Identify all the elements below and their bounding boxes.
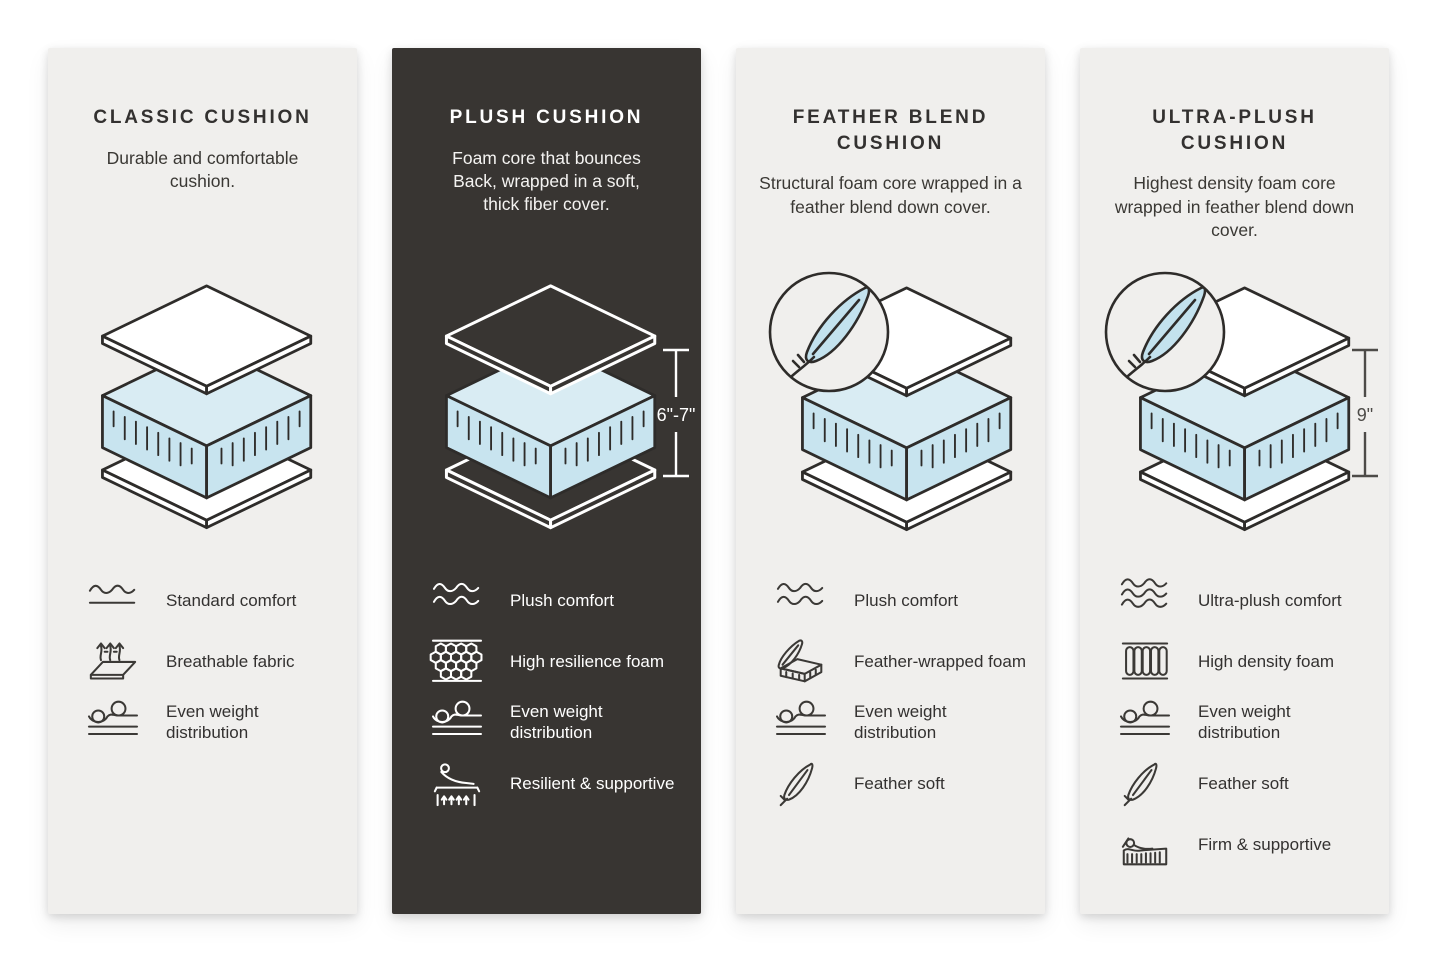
feature-label: Ultra-plush comfort [1198,590,1342,610]
feature-row [428,637,701,685]
feature-label: High density foam [1198,651,1335,671]
weight-distribution-icon [1116,698,1174,746]
weight-distribution-icon [84,698,142,746]
feature-label: Plush comfort [510,590,614,610]
card-header [392,48,701,270]
feature-row [84,576,357,624]
waves-icon [84,576,142,624]
feature-row [84,637,357,685]
feature-row [1116,637,1389,685]
card-title: CLASSIC CUSHION [93,107,312,128]
feature-list [392,576,701,807]
feature-label: Even weight distribution [166,702,259,742]
cushion-diagram [48,270,357,560]
feature-row [772,698,1045,746]
card-title: ULTRA-PLUSH CUSHION [1152,107,1317,154]
card-classic-cushion [48,48,357,914]
cushion-stack-illustration [102,286,310,528]
resilient-supportive-icon [428,759,486,807]
feature-row [772,637,1045,685]
measurement-label: 6"-7" [656,405,695,425]
feature-row [428,759,701,807]
card-plush-cushion [392,48,701,914]
feature-label: Even weight distribution [854,702,947,742]
feature-label: Feather soft [854,773,945,793]
feature-label: Standard comfort [166,590,297,610]
feature-label: Resilient & supportive [510,773,675,793]
weight-distribution-icon [428,698,486,746]
card-description: Highest density foam core wrapped in feather blend down cover. [1114,173,1355,240]
feature-label: Plush comfort [854,590,958,610]
card-header [48,48,357,270]
card-description: Foam core that bounces Back, wrapped in a soft, thick fiber cover. [452,147,641,215]
feature-list [1080,576,1389,868]
cushion-stack-illustration [446,286,654,528]
feather-wrapped-foam-icon [772,637,830,685]
feature-label: Breathable fabric [166,651,295,671]
feature-list [736,576,1045,807]
feature-label: Firm & supportive [1198,834,1332,854]
feature-row [1116,820,1389,868]
waves-icon [428,576,486,624]
card-header [736,48,1045,270]
breathable-fabric-icon [84,637,142,685]
waves-icon [1116,576,1174,624]
feather-icon [1116,759,1174,807]
feature-row [428,698,701,746]
feather-icon [770,273,888,391]
high-density-foam-icon [1116,637,1174,685]
feature-label: Even weight distribution [510,702,603,742]
card-ultra-plush-cushion [1080,48,1389,914]
feature-label: High resilience foam [510,651,665,671]
feather-icon [772,759,830,807]
weight-distribution-icon [772,698,830,746]
card-description: Durable and comfortable cushion. [106,147,299,191]
measurement-label: 9" [1356,405,1373,425]
firm-supportive-icon [1116,820,1174,868]
card-header [1080,48,1389,270]
card-description: Structural foam core wrapped in a feather blend down cover. [759,173,1022,217]
cushion-diagram [736,270,1045,560]
feature-label: Even weight distribution [1198,702,1291,742]
card-title: PLUSH CUSHION [449,107,644,128]
height-measurement [656,350,695,476]
feature-label: Feather-wrapped foam [854,651,1026,671]
feature-row [772,759,1045,807]
feature-label: Feather soft [1198,773,1289,793]
feature-row [1116,698,1389,746]
cushion-diagram [1080,270,1389,560]
feature-row [1116,576,1389,624]
feature-row [1116,759,1389,807]
feature-row [84,698,357,746]
honeycomb-foam-icon [428,637,486,685]
feature-list [48,576,357,746]
waves-icon [772,576,830,624]
feature-row [428,576,701,624]
card-title: FEATHER BLEND CUSHION [792,107,989,154]
cushion-diagram [392,270,701,560]
feather-icon [1106,273,1224,391]
feature-row [772,576,1045,624]
card-feather-blend-cushion [736,48,1045,914]
height-measurement [1352,350,1378,476]
